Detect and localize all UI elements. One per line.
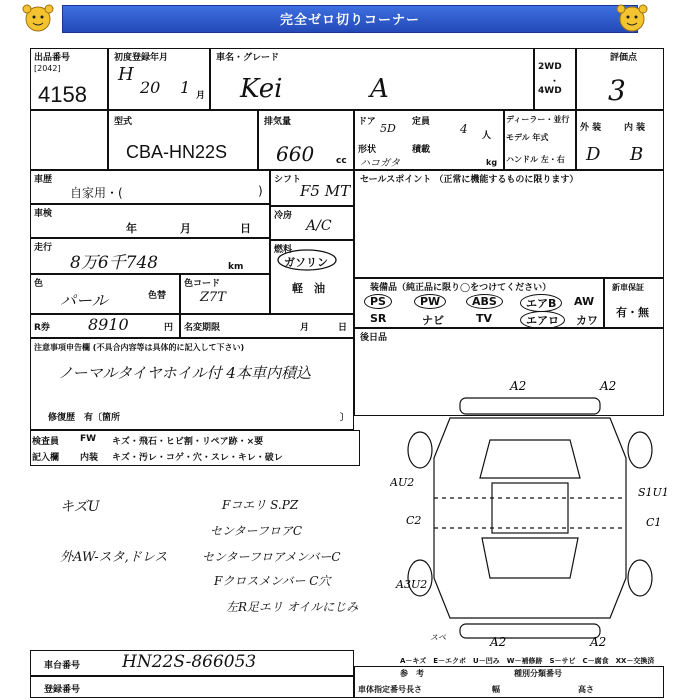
model-year-label: モデル 年式 [506,133,549,142]
inspector-note-right-5: 左R足エリ オイルにじみ [226,600,359,614]
damage-mark: S1U1 [638,486,669,499]
inspector-note-right-3: センターフロアメンバーC [202,550,341,564]
bear-mascot-icon [612,3,652,35]
model: CBA-HN22S [126,142,228,162]
inspector-label-2: 記入欄 [32,453,60,463]
mileage-label: 走行 [34,243,53,253]
auction-sheet [30,44,668,694]
sales-box [354,170,664,278]
length-label: 長さ [406,685,422,694]
inspector-label-1: 検査員 [32,437,60,447]
name-change-month: 月 [300,323,310,333]
grade: A [370,74,389,104]
reg-label: 登録番号 [44,685,81,695]
repair-label: 修復歴 有〔箇所 [48,413,121,423]
interior-label: 内 装 [624,123,646,133]
damage-mark: C1 [646,516,662,529]
legend: A－キズ E－エクボ U－凹み W－補修跡 S－サビ C－腐食 XX－交換済 [400,657,655,665]
name-change-day: 日 [338,323,348,333]
fuel-gas: ガソリン [284,256,328,269]
inspector-note-left-2: 外AW-スタ,ドレス [60,550,168,565]
damage-mark: AU2 [390,476,415,489]
drive-2wd: 2WD [538,62,562,72]
sales-title: セールスポイント （正常に機能するものに限ります） [360,175,579,185]
equipment-title: 装備品（純正品に限り◯をつけてください） [370,283,552,293]
equip-tv: TV [476,312,493,325]
name-grade-label: 車名・グレード [216,53,280,63]
seat-label: 後日品 [360,333,388,343]
color-code: Z7T [200,290,226,305]
repair-close: 〕 [340,413,350,423]
warranty-value: 有・無 [616,306,649,319]
equip-aw: AW [574,295,595,308]
model-label: 型式 [114,117,133,127]
score-label: 評価点 [610,53,638,63]
load-unit: kg [486,158,498,167]
mileage: 8万6千748 [70,253,159,273]
fuel-gas-circle [276,248,338,272]
equip-airbag: エアB [520,294,562,312]
dealer-label: ディーラー・並行 [506,115,570,124]
ref-label: 参 考 [400,669,424,678]
category-label: 車歴 [34,175,53,185]
category-box [30,170,270,204]
drive-dot: ・ [550,77,560,87]
color-code-label: 色コード [184,279,221,289]
exterior-label: 外 装 [580,123,602,133]
color-label: 色 [34,279,44,289]
inspection-label: 車検 [34,209,53,219]
color-change-label: 色替 [148,291,167,301]
damage-mark: A2 [590,635,607,648]
inspector-row-2: キズ・汚レ・コゲ・穴・スレ・キレ・破レ [112,453,283,463]
width-label: 幅 [492,685,500,694]
mileage-unit: km [228,262,244,272]
shape-label: 形状 [358,145,377,155]
first-reg-era: H [118,64,134,85]
exterior-grade: D [586,144,601,165]
spec-label: 車体指定番号 [358,685,406,694]
chassis-label: 車台番号 [44,661,81,671]
equip-pw: PW [414,294,446,309]
load-label: 積載 [412,145,431,155]
inspector-interior: 内装 [80,453,99,463]
inspection-box [30,204,270,238]
lot-label: 出品番号 [34,53,71,63]
notes-title: 注意事項申告欄 (不具合内容等は具体的に記入して下さい) [34,343,245,352]
chassis: HN22S-866053 [122,652,257,672]
category-no-label: 種別分類番号 [514,669,562,678]
inspector-row-1: キズ・飛石・ヒビ割・リペア跡・×要 [112,437,264,447]
displacement-label: 排気量 [264,117,292,127]
banner-title: 完全ゼロ切りコーナー [279,13,420,28]
bear-mascot-icon [18,3,58,35]
recycle-label: R券 [34,323,50,333]
fuel-diesel: 軽 油 [292,282,325,295]
ac-label: 冷房 [274,211,293,221]
capacity-label: 定員 [412,117,431,127]
car-diagram [390,378,670,648]
first-reg-label: 初度登録年月 [114,53,169,63]
damage-mark: A2 [510,379,527,393]
damage-mark: A2 [600,379,617,393]
category-close: ) [258,184,263,198]
blank-box [30,110,108,170]
car-name: Kei [240,74,283,104]
door-label: ドア [358,117,376,127]
capacity: 4 [460,122,468,136]
first-reg-month-unit: 月 [196,91,206,101]
door: 5D [380,122,396,135]
fuel-label: 燃料 [274,245,293,255]
inspection-month: 月 [180,222,191,235]
inspection-year: 年 [126,222,137,235]
first-reg-month: 1 [180,78,191,97]
inspector-note-right-2: センターフロアC [210,524,303,538]
handle-label: ハンドル 左・右 [506,155,565,164]
notes-text: ノーマルタイヤホイル付 4本車内積込 [58,364,311,382]
height-label: 高さ [578,685,594,694]
shift-label: シフト [274,175,302,185]
recycle-unit: 円 [164,323,174,333]
color: パール [60,291,108,310]
lot-code: [2042] [34,64,61,73]
drive-4wd: 4WD [538,86,562,96]
damage-mark: C2 [406,514,422,527]
capacity-unit: 人 [482,131,492,141]
displacement: 660 [276,142,315,166]
name-change-label: 名変期限 [184,323,221,333]
inspector-fw: FW [80,434,97,444]
equip-navi: ナビ [422,314,444,327]
damage-mark: スペ [430,633,446,642]
inspector-note-right-1: Fコエリ S.PZ [222,498,299,512]
equip-sr: SR [370,312,387,325]
first-reg-year: 20 [140,78,161,97]
shape: ハコガタ [360,158,400,169]
category: 自家用・( [70,186,123,200]
shift: F5 MT [300,182,351,200]
interior-grade: B [630,144,644,165]
equip-ps: PS [364,294,392,309]
inspector-note-left-1: キズU [60,499,100,515]
inspection-day: 日 [240,222,251,235]
inspector-note-right-4: Fクロスメンバー C穴 [214,574,331,588]
damage-mark: A2 [490,635,507,648]
equip-leather: カワ [576,314,598,327]
displacement-unit: cc [336,156,347,166]
ac: A/C [306,218,332,234]
warranty-label: 新車保証 [612,283,644,292]
equip-aero: エアロ [520,311,565,329]
score: 3 [608,74,626,107]
lot-number: 4158 [38,82,87,107]
recycle: 8910 [88,315,129,334]
damage-mark: A3U2 [396,578,428,591]
equip-abs: ABS [466,294,503,309]
